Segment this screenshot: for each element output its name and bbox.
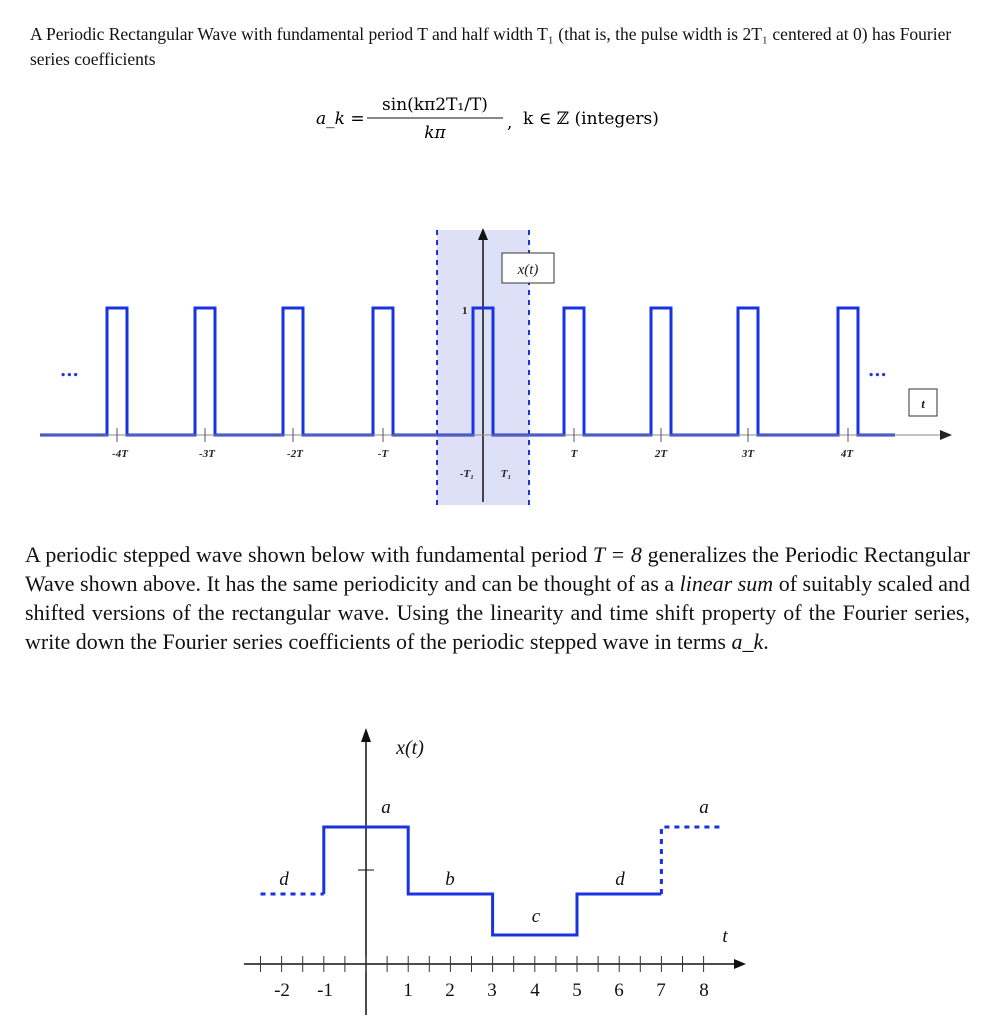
stepped-wave-figure xyxy=(0,720,984,1020)
fourier-coefficient-formula xyxy=(0,88,984,148)
tick-label-4t: 4T xyxy=(840,448,854,460)
fig2-x-axis-arrow xyxy=(734,959,746,969)
tick-label-t1: T₁ xyxy=(500,468,512,480)
formula-lhs: a_k = xyxy=(316,109,365,129)
tick-label-2: 2 xyxy=(445,980,455,1001)
tick-label-8: 8 xyxy=(699,980,709,1001)
fig2-time-label: t xyxy=(722,926,728,947)
problem-period: T = 8 xyxy=(592,542,642,567)
level-label-c: c xyxy=(531,906,541,927)
intro-paragraph: A Periodic Rectangular Wave with fundamental period T and half width T₁ (that is, the pulse width is 2T₁ centered at 0) has Fourier series coefficients xyxy=(30,24,952,69)
problem-end: . xyxy=(763,629,769,654)
fig1-right-ellipsis: ... xyxy=(868,360,887,381)
tick-label-neg-t: -T xyxy=(377,448,389,460)
level-label-d-right: d xyxy=(615,869,625,890)
problem-part1: A periodic stepped wave shown below with fundamental period xyxy=(25,542,593,567)
formula-denominator: kπ xyxy=(424,123,446,143)
tick-label-neg2: -2 xyxy=(274,980,290,1001)
problem-term: a_k xyxy=(731,629,764,654)
tick-label-6: 6 xyxy=(614,980,624,1001)
level-label-a-right: a xyxy=(699,797,709,818)
fig1-x-axis-arrow xyxy=(940,430,952,440)
stepped-wave xyxy=(324,827,662,935)
rectangular-wave-figure xyxy=(0,220,984,520)
fig1-left-ellipsis: ... xyxy=(60,360,79,381)
fig1-amplitude-label: 1 xyxy=(462,305,468,317)
tick-label-2t: 2T xyxy=(654,448,668,460)
stepped-wave-right-continuation xyxy=(661,827,720,894)
tick-label-5: 5 xyxy=(572,980,582,1001)
tick-label-3: 3 xyxy=(487,980,497,1001)
level-label-d-left: d xyxy=(279,869,289,890)
tick-label-4: 4 xyxy=(530,980,540,1001)
tick-label-t: T xyxy=(570,448,578,460)
formula-domain: k ∈ ℤ (integers) xyxy=(523,109,659,129)
tick-label-neg-4t: -4T xyxy=(112,448,128,460)
fig2-signal-label: x(t) xyxy=(396,737,424,759)
fig2-y-axis-arrow xyxy=(361,728,371,742)
tick-label-neg-3t: -3T xyxy=(199,448,215,460)
problem-statement xyxy=(25,540,970,656)
formula-numerator: sin(kπ2T₁/T) xyxy=(382,95,488,115)
tick-label-7: 7 xyxy=(656,980,666,1001)
formula-comma: , xyxy=(507,113,513,133)
fig1-signal-label: x(t) xyxy=(517,262,539,278)
level-label-b: b xyxy=(445,869,455,890)
tick-label-neg-2t: -2T xyxy=(287,448,303,460)
problem-part3: of suitably scaled and shifted versions of the rectangular wave. Using the linearity and time shift property of the Fourier series, write down the Fourier series coefficients of the periodic stepped wave in terms xyxy=(25,571,970,654)
problem-emphasis: linear sum xyxy=(679,571,774,596)
fig1-time-label: t xyxy=(921,396,925,411)
tick-label-1: 1 xyxy=(403,980,413,1001)
tick-label-neg-t1: -T₁ xyxy=(459,468,475,480)
problem-part2: generalizes the Periodic Rectangular Wave shown above. It has the same periodicity and can be thought of as a xyxy=(25,542,970,596)
level-label-a: a xyxy=(381,797,391,818)
tick-label-3t: 3T xyxy=(741,448,755,460)
tick-label-neg1: -1 xyxy=(317,980,333,1001)
